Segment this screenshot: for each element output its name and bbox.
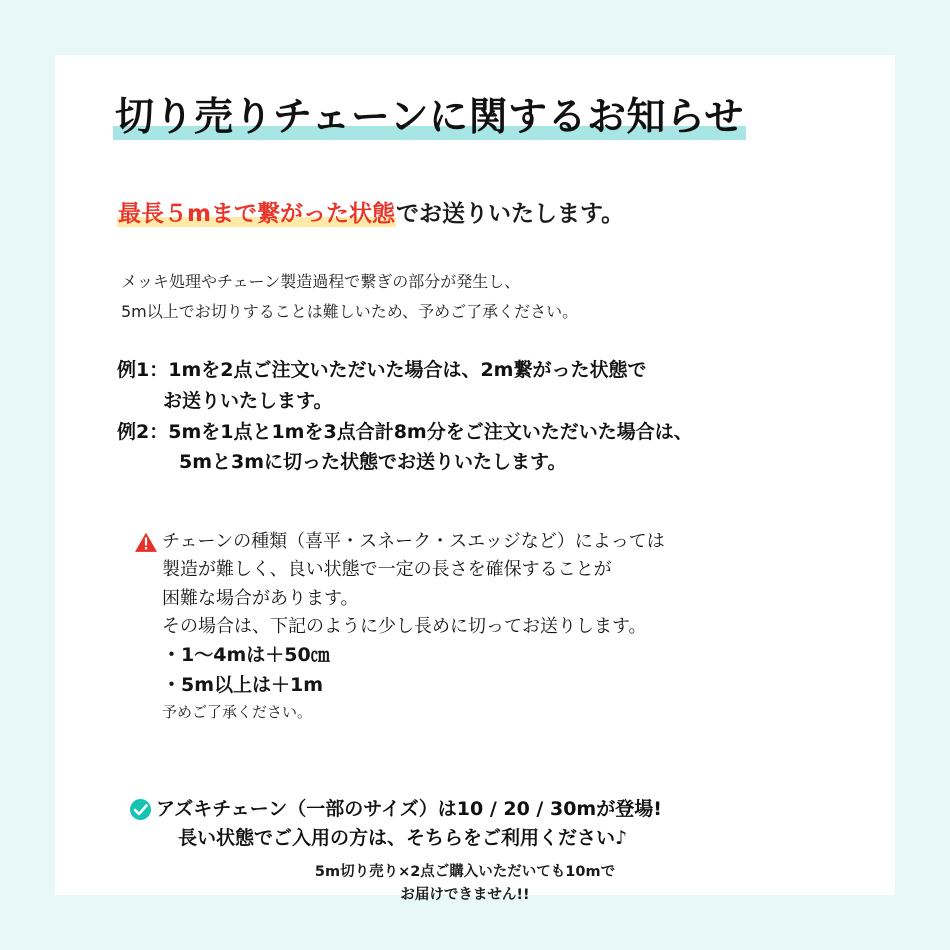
example-1-line-1: 例1：1mを2点ご注文いただいた場合は、2m繋がった状態で — [117, 359, 647, 381]
notice-content — [55, 55, 895, 904]
note-block — [121, 267, 578, 328]
promo-line-2: 長い状態でご入用の方は、そちらをご利用ください♪ — [178, 827, 628, 850]
warning-line-4: その場合は、下記のように少し長めに切ってお送りします。 — [162, 615, 647, 637]
warning-bullet-1: ・1〜4mは＋50㎝ — [162, 644, 330, 666]
page-title: 切り売りチェーンに関するお知らせ — [115, 95, 744, 140]
promo-footnote — [115, 861, 815, 907]
warning-line-3: 困難な場合があります。 — [162, 587, 359, 609]
warning-line-1: チェーンの種類（喜平・スネーク・スエッジなど）によっては — [162, 531, 665, 552]
green-check-circle-icon — [129, 798, 152, 821]
promo-footnote-line-2: お届けできません!! — [400, 887, 530, 904]
example-2-line-1: 例2：5mを1点と1mを3点合計8m分をご注文いただいた場合は、 — [117, 420, 693, 443]
warning-bullet-2: ・5m以上は＋1m — [162, 673, 324, 696]
notice-card — [55, 55, 895, 904]
examples-block — [117, 355, 693, 478]
example-2-line-2: 5mと3mに切った状態でお送りいたします。 — [179, 451, 567, 474]
promo-block — [129, 795, 889, 907]
page-title-wrap — [113, 97, 746, 140]
promo-footnote-line-1: 5m切り売り×2点ご購入いただいても10mで — [314, 863, 616, 880]
lead-rest: でお送りいたします。 — [395, 201, 625, 227]
promo-line-1: アズキチェーン（一部のサイズ）は10 / 20 / 30mが登場! — [156, 798, 662, 820]
warning-closing: 予めご了承ください。 — [162, 702, 313, 721]
warning-text — [162, 528, 665, 724]
lead-highlight: 最長５mまで繋がった状態 — [118, 201, 395, 227]
promo-text — [156, 795, 662, 854]
warning-block — [133, 528, 873, 724]
example-1-line-2: お送りいたします。 — [163, 389, 333, 412]
lead-statement — [117, 195, 624, 228]
note-line-1: メッキ処理やチェーン製造過程で繋ぎの部分が発生し、 — [121, 272, 521, 291]
warning-triangle-icon — [133, 530, 159, 554]
warning-line-2: 製造が難しく、良い状態で一定の長さを確保することが — [162, 559, 612, 581]
note-line-2: 5m以上でお切りすることは難しいため、予めご了承ください。 — [121, 302, 579, 322]
